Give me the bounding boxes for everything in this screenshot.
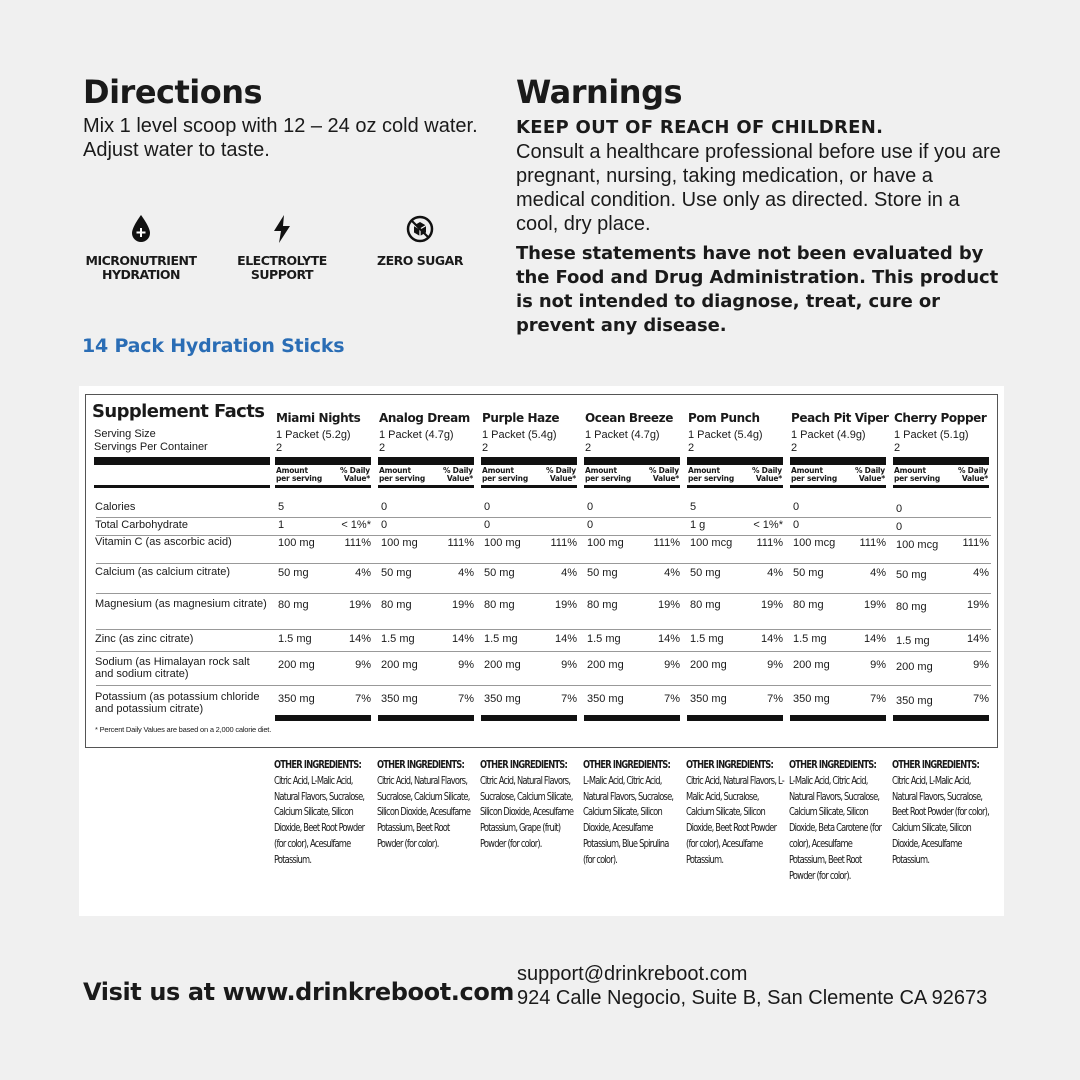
nutrient-amount: 350 mg (793, 693, 830, 705)
nutrient-amount: 0 (896, 503, 903, 515)
nutrient-amount: 200 mg (896, 661, 933, 673)
nutrient-daily-value: 9% (870, 659, 886, 671)
other-ingredients-heading: OTHER INGREDIENTS: (789, 759, 876, 771)
amount-header: Amount per serving (894, 466, 940, 483)
nutrient-daily-value: 14% (451, 633, 474, 645)
nutrient-amount: 80 mg (278, 599, 309, 611)
directions-title: Directions (83, 73, 263, 111)
other-ingredients-heading: OTHER INGREDIENTS: (892, 759, 979, 771)
column-bar-mid (584, 485, 680, 488)
servings-value: 2 (791, 442, 798, 454)
flavor-name: Pom Punch (688, 411, 760, 425)
servings-value: 2 (379, 442, 386, 454)
column-bar-bottom (378, 715, 474, 721)
nutrient-daily-value: 19% (348, 599, 371, 611)
serving-size-value: 1 Packet (5.4g) (482, 429, 557, 441)
flavor-column (893, 395, 989, 735)
amount-header: Amount per serving (688, 466, 734, 483)
column-bar-top (378, 457, 474, 465)
nutrient-amount: 350 mg (381, 693, 418, 705)
nutrient-amount: 0 (381, 501, 388, 513)
nutrient-daily-value: 4% (458, 567, 474, 579)
nutrient-daily-value: 9% (355, 659, 371, 671)
amount-header: Amount per serving (379, 466, 425, 483)
company-address: 924 Calle Negocio, Suite B, San Clemente CA 92673 (517, 987, 988, 1009)
nutrient-amount: 1 (278, 519, 285, 531)
nutrient-daily-value: 19% (554, 599, 577, 611)
feature-badges (78, 214, 478, 294)
serving-size-value: 1 Packet (5.2g) (276, 429, 351, 441)
column-bar-bottom (584, 715, 680, 721)
nutrient-daily-value: 14% (657, 633, 680, 645)
nutrient-daily-value: 9% (664, 659, 680, 671)
support-email[interactable]: support@drinkreboot.com (517, 963, 748, 985)
nutrient-amount: 350 mg (690, 693, 727, 705)
nutrient-daily-value: 19% (451, 599, 474, 611)
column-bar-bottom (893, 715, 989, 721)
nutrient-amount: 100 mg (278, 537, 315, 549)
nutrient-amount: 0 (484, 501, 491, 513)
nutrient-daily-value: 111% (550, 537, 577, 549)
nutrient-daily-value: 7% (561, 693, 577, 705)
nutrient-daily-value: 14% (554, 633, 577, 645)
nutrient-amount: 50 mg (587, 567, 618, 579)
column-bar-mid (481, 485, 577, 488)
other-ingredients (686, 758, 785, 869)
nutrient-label: Potassium (as potassium chloride and potassium citrate) (95, 691, 260, 715)
flavor-name: Cherry Popper (894, 411, 987, 425)
badge-electrolyte-label: ELECTROLYTE SUPPORT (237, 253, 327, 282)
nutrient-amount: 100 mcg (896, 539, 939, 551)
warnings-section (516, 72, 1006, 338)
flavor-name: Purple Haze (482, 411, 560, 425)
serving-size-value: 1 Packet (4.7g) (379, 429, 454, 441)
daily-value-footnote: * Percent Daily Values are based on a 2,000 calorie diet. (95, 725, 272, 734)
contact-info (517, 962, 987, 1010)
nutrient-amount: 80 mg (793, 599, 824, 611)
nutrient-label: Sodium (as Himalayan rock salt and sodium citrate) (95, 656, 250, 680)
nutrient-amount: 1.5 mg (381, 633, 415, 645)
amount-header: Amount per serving (585, 466, 631, 483)
other-ingredients (892, 758, 991, 869)
nutrient-daily-value: 14% (863, 633, 886, 645)
flavor-name: Analog Dream (379, 411, 470, 425)
nutrient-amount: 50 mg (690, 567, 721, 579)
nutrient-daily-value: < 1%* (753, 519, 783, 531)
nutrient-amount: 5 (278, 501, 285, 513)
other-ingredients-text: Citric Acid, Natural Flavors, Sucralose, Calcium Silicate, Silicon Dioxide, Acesulfame Potassium, Beet Root Powder (for color). (377, 774, 471, 850)
nutrient-daily-value: 111% (962, 537, 989, 549)
nutrient-daily-value: 7% (973, 693, 989, 705)
nutrient-daily-value: 7% (767, 693, 783, 705)
nutrient-daily-value: 14% (760, 633, 783, 645)
nutrient-amount: 200 mg (587, 659, 624, 671)
serving-size-value: 1 Packet (4.9g) (791, 429, 866, 441)
nutrient-amount: 50 mg (793, 567, 824, 579)
nutrient-label: Total Carbohydrate (95, 519, 188, 531)
nutrient-amount: 1 g (690, 519, 706, 531)
nutrient-daily-value: 14% (348, 633, 371, 645)
nutrient-amount: 200 mg (793, 659, 830, 671)
column-bar-mid (687, 485, 783, 488)
nutrient-amount: 80 mg (690, 599, 721, 611)
nutrient-daily-value: 4% (870, 567, 886, 579)
servings-value: 2 (585, 442, 592, 454)
column-bar-top (584, 457, 680, 465)
other-ingredients-heading: OTHER INGREDIENTS: (377, 759, 464, 771)
nutrient-label: Magnesium (as magnesium citrate) (95, 598, 267, 610)
nutrient-amount: 5 (690, 501, 697, 513)
nutrient-amount: 1.5 mg (690, 633, 724, 645)
nutrient-daily-value: 4% (355, 567, 371, 579)
other-ingredients-heading: OTHER INGREDIENTS: (686, 759, 773, 771)
column-bar-top (893, 457, 989, 465)
nutrient-amount: 1.5 mg (793, 633, 827, 645)
other-ingredients-text: Citric Acid, L-Malic Acid, Natural Flavors, Sucralose, Calcium Silicate, Silicon Dioxide, Beet Root Powder (for color), Acesulfame Potassium. (274, 774, 365, 866)
nutrient-daily-value: 9% (561, 659, 577, 671)
other-ingredients-heading: OTHER INGREDIENTS: (583, 759, 670, 771)
badge-electrolyte (230, 214, 334, 282)
nutrient-daily-value: 9% (973, 659, 989, 671)
nutrient-daily-value: < 1%* (341, 519, 371, 531)
flavor-name: Ocean Breeze (585, 411, 673, 425)
nutrient-amount: 100 mg (381, 537, 418, 549)
flavor-name: Peach Pit Viper (791, 411, 889, 425)
column-bar-bottom (687, 715, 783, 721)
nutrient-amount: 200 mg (484, 659, 521, 671)
daily-value-header: % Daily Value* (648, 466, 679, 483)
nutrient-daily-value: 19% (657, 599, 680, 611)
nutrient-daily-value: 7% (664, 693, 680, 705)
nutrient-daily-value: 111% (756, 537, 783, 549)
nutrient-amount: 50 mg (896, 569, 927, 581)
servings-value: 2 (276, 442, 283, 454)
nutrient-amount: 1.5 mg (278, 633, 312, 645)
directions-text: Mix 1 level scoop with 12 – 24 oz cold water. Adjust water to taste. (83, 115, 478, 161)
nutrient-daily-value: 4% (561, 567, 577, 579)
nutrient-daily-value: 19% (863, 599, 886, 611)
nutrient-amount: 350 mg (484, 693, 521, 705)
badge-zero-sugar (370, 214, 470, 268)
flavor-column (275, 395, 371, 735)
daily-value-header: % Daily Value* (751, 466, 782, 483)
flavor-column (481, 395, 577, 735)
badge-micronutrient (78, 214, 204, 282)
warnings-text: Consult a healthcare professional before use if you are pregnant, nursing, taking medication, or have a medical condition. Use only as directed. Store in a cool, dry place. (516, 141, 1001, 235)
other-ingredients-text: Citric Acid, Natural Flavors, L-Malic Acid, Sucralose, Calcium Silicate, Silicon Dioxide, Beet Root Powder (for color), Acesulfame Potassium. (686, 774, 784, 866)
flavor-column (687, 395, 783, 735)
nutrient-amount: 200 mg (690, 659, 727, 671)
nutrient-amount: 100 mcg (690, 537, 733, 549)
warnings-title: Warnings (516, 73, 683, 111)
column-bar-top (481, 457, 577, 465)
nutrient-label: Zinc (as zinc citrate) (95, 633, 194, 645)
nutrient-amount: 0 (587, 501, 594, 513)
column-bar-top (790, 457, 886, 465)
keep-out-warning: KEEP OUT OF REACH OF CHILDREN. (516, 117, 884, 138)
column-bar-bottom (275, 715, 371, 721)
supplement-facts-title: Supplement Facts (92, 401, 265, 422)
other-ingredients-text: Citric Acid, L-Malic Acid, Natural Flavors, Sucralose, Beet Root Powder (for color), Calcium Silicate, Silicon Dioxide, Acesulfame Potassium. (892, 774, 989, 866)
nutrient-daily-value: 9% (458, 659, 474, 671)
nutrient-amount: 80 mg (896, 601, 927, 613)
daily-value-header: % Daily Value* (339, 466, 370, 483)
directions-section (83, 72, 483, 162)
nutrient-amount: 100 mcg (793, 537, 836, 549)
nutrient-daily-value: 111% (447, 537, 474, 549)
nutrient-amount: 50 mg (381, 567, 412, 579)
column-bar-top (275, 457, 371, 465)
nutrient-amount: 50 mg (484, 567, 515, 579)
nutrient-amount: 1.5 mg (587, 633, 621, 645)
amount-header: Amount per serving (276, 466, 322, 483)
nutrient-amount: 100 mg (484, 537, 521, 549)
nutrient-label: Calcium (as calcium citrate) (95, 566, 231, 578)
nutrient-amount: 50 mg (278, 567, 309, 579)
other-ingredients-text: Citric Acid, Natural Flavors, Sucralose, Calcium Silicate, Silicon Dioxide, Acesulfame Potassium, Grape (fruit) Powder (for color). (480, 774, 574, 850)
column-bar-mid (790, 485, 886, 488)
water-drop-plus-icon (130, 214, 152, 244)
column-bar-mid (893, 485, 989, 488)
nutrient-amount: 80 mg (484, 599, 515, 611)
flavor-name: Miami Nights (276, 411, 361, 425)
nutrient-amount: 0 (793, 519, 800, 531)
other-ingredients-text: L-Malic Acid, Citric Acid, Natural Flavors, Sucralose, Calcium Silicate, Silicon Dioxide, Beta Carotene (for color), Acesulfame Potassium, Beet Root Powder (for color). (789, 774, 882, 882)
other-ingredients (789, 758, 888, 884)
nutrient-daily-value: 4% (973, 567, 989, 579)
nutrient-daily-value: 111% (653, 537, 680, 549)
column-bar-top (687, 457, 783, 465)
daily-value-header: % Daily Value* (957, 466, 988, 483)
badge-zero-sugar-label: ZERO SUGAR (377, 253, 463, 268)
serving-size-value: 1 Packet (4.7g) (585, 429, 660, 441)
label-column-rule (94, 485, 270, 488)
other-ingredients (480, 758, 579, 853)
nutrient-daily-value: 14% (966, 633, 989, 645)
nutrient-daily-value: 7% (870, 693, 886, 705)
nutrient-daily-value: 111% (344, 537, 371, 549)
nutrient-amount: 0 (793, 501, 800, 513)
nutrient-daily-value: 4% (664, 567, 680, 579)
serving-size-value: 1 Packet (5.1g) (894, 429, 969, 441)
lightning-bolt-icon (271, 214, 293, 244)
nutrient-amount: 350 mg (278, 693, 315, 705)
daily-value-header: % Daily Value* (854, 466, 885, 483)
nutrient-label: Calories (95, 501, 136, 513)
nutrient-daily-value: 19% (760, 599, 783, 611)
nutrient-daily-value: 4% (767, 567, 783, 579)
servings-value: 2 (894, 442, 901, 454)
supplement-panel (79, 386, 1004, 916)
other-ingredients (377, 758, 476, 853)
supplement-facts-table (85, 394, 998, 748)
nutrient-amount: 0 (896, 521, 903, 533)
nutrient-amount: 200 mg (278, 659, 315, 671)
nutrient-label: Vitamin C (as ascorbic acid) (95, 536, 232, 548)
website-link[interactable]: Visit us at www.drinkreboot.com (83, 978, 515, 1006)
no-sugar-cube-icon (405, 214, 435, 244)
daily-value-header: % Daily Value* (545, 466, 576, 483)
serving-size-value: 1 Packet (5.4g) (688, 429, 763, 441)
nutrient-daily-value: 7% (355, 693, 371, 705)
nutrient-amount: 200 mg (381, 659, 418, 671)
column-bar-mid (275, 485, 371, 488)
fda-disclaimer: These statements have not been evaluated by the Food and Drug Administration. This product is not intended to diagnose, treat, cure or prevent any disease. (516, 243, 999, 336)
other-ingredients-text: L-Malic Acid, Citric Acid, Natural Flavors, Sucralose, Calcium Silicate, Silicon Dioxide, Acesulfame Potassium, Blue Spirulina (for color). (583, 774, 674, 866)
column-bar-bottom (481, 715, 577, 721)
badge-micronutrient-label: MICRONUTRIENT HYDRATION (85, 253, 197, 282)
nutrient-daily-value: 19% (966, 599, 989, 611)
other-ingredients-heading: OTHER INGREDIENTS: (274, 759, 361, 771)
nutrient-amount: 80 mg (381, 599, 412, 611)
column-bar-bottom (790, 715, 886, 721)
nutrient-amount: 0 (587, 519, 594, 531)
nutrient-daily-value: 9% (767, 659, 783, 671)
nutrient-amount: 350 mg (896, 695, 933, 707)
nutrient-amount: 1.5 mg (896, 635, 930, 647)
nutrient-amount: 350 mg (587, 693, 624, 705)
amount-header: Amount per serving (791, 466, 837, 483)
nutrient-amount: 0 (484, 519, 491, 531)
nutrient-amount: 1.5 mg (484, 633, 518, 645)
daily-value-header: % Daily Value* (442, 466, 473, 483)
servings-value: 2 (688, 442, 695, 454)
label-column-bar (94, 457, 270, 465)
other-ingredients (583, 758, 682, 869)
other-ingredients-heading: OTHER INGREDIENTS: (480, 759, 567, 771)
flavor-column (584, 395, 680, 735)
other-ingredients (274, 758, 373, 869)
flavor-column (378, 395, 474, 735)
amount-header: Amount per serving (482, 466, 528, 483)
pack-title: 14 Pack Hydration Sticks (82, 335, 345, 357)
servings-per-container-label: Servings Per Container (94, 441, 208, 453)
flavor-column (790, 395, 889, 735)
nutrient-daily-value: 111% (859, 537, 886, 549)
nutrient-amount: 0 (381, 519, 388, 531)
serving-size-label: Serving Size (94, 428, 156, 440)
nutrient-amount: 80 mg (587, 599, 618, 611)
column-bar-mid (378, 485, 474, 488)
nutrient-amount: 100 mg (587, 537, 624, 549)
nutrient-daily-value: 7% (458, 693, 474, 705)
servings-value: 2 (482, 442, 489, 454)
